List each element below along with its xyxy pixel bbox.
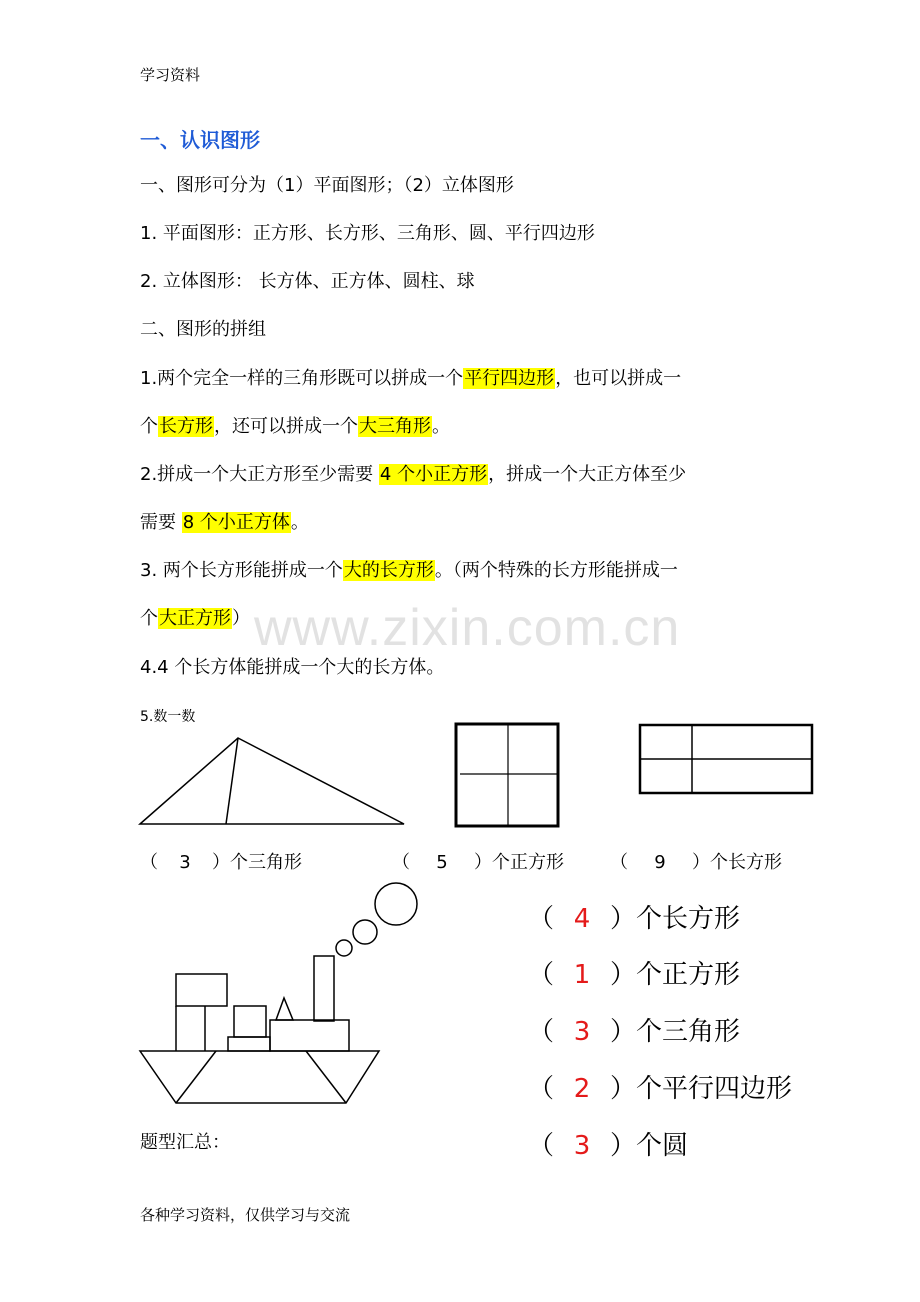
answer-number: 3: [573, 1131, 591, 1161]
answer-number: 3: [573, 1017, 591, 1047]
text-line: [140, 558, 678, 584]
smoke-circle-medium: [353, 920, 377, 944]
square-grid-figure: [454, 722, 562, 830]
hull-outline: [140, 1051, 379, 1103]
paren-open: （: [528, 960, 555, 990]
triangle-figure: [136, 734, 408, 830]
caption-text: ）个三角形: [212, 852, 302, 873]
text-span: ，还可以拼成一个: [214, 416, 358, 437]
text-line: [140, 366, 681, 392]
answer-number: 4: [573, 904, 591, 934]
text-span: 1.两个完全一样的三角形既可以拼成一个: [140, 368, 464, 389]
caption-number: 5: [436, 852, 448, 873]
hull-divider-left: [176, 1051, 216, 1103]
caption-number: 3: [179, 852, 191, 873]
text-span: 。: [432, 416, 450, 437]
text-span: 2.拼成一个大正方形至少需要: [140, 464, 374, 485]
answer-text: ）个圆: [610, 1131, 689, 1161]
small-square: [234, 1006, 266, 1037]
triangle-outline: [140, 738, 404, 824]
caption-text: ）个正方形: [474, 852, 564, 873]
paren-open: （: [528, 1017, 555, 1047]
text-line: 二、图形的拼组: [140, 319, 266, 340]
text-line: 一、图形可分为（1）平面图形；（2）立体图形: [140, 175, 514, 196]
highlight: 长方形: [159, 416, 213, 437]
answer-text: ）个平行四边形: [610, 1074, 793, 1104]
paren-open: （: [528, 1131, 555, 1161]
highlight: 平行四边形: [464, 368, 555, 389]
caption-triangles: [140, 848, 302, 874]
answer-text: ）个三角形: [610, 1017, 741, 1047]
highlight: 大三角形: [359, 416, 431, 437]
text-line: 4.4 个长方体能拼成一个大的长方体。: [140, 657, 445, 678]
paren-open: （: [610, 852, 628, 873]
chimney: [314, 956, 334, 1021]
watermark: www.zixin.com.cn: [254, 599, 681, 657]
summary-label: 题型汇总：: [140, 1132, 230, 1153]
square-outline: [456, 724, 558, 826]
hull-divider-right: [306, 1051, 346, 1103]
answer-text: ）个正方形: [610, 960, 741, 990]
text-line: [140, 414, 450, 440]
answer-number: 1: [573, 960, 591, 990]
highlight: 大的长方形: [343, 560, 434, 581]
text-line: 2. 立体图形： 长方体、正方体、圆柱、球: [140, 271, 475, 292]
paren-open: （: [528, 904, 555, 934]
answer-rectangles: [528, 898, 740, 935]
count-exercise-label: 5.数一数: [140, 709, 196, 725]
step-rect: [228, 1037, 270, 1051]
answer-text: ）个长方形: [610, 904, 741, 934]
highlight: 大正方形: [159, 608, 231, 629]
cabin-left-top: [176, 974, 227, 1006]
deck-rect: [270, 1020, 349, 1051]
caption-number: 9: [654, 852, 666, 873]
text-line: [140, 462, 686, 488]
page-header: 学习资料: [140, 66, 201, 84]
highlight: 4 个小正方形: [379, 464, 488, 485]
text-span: ）: [232, 608, 250, 629]
caption-rectangles: [610, 848, 782, 874]
highlight: 8 个小正方体: [182, 512, 290, 533]
smoke-circle-small: [336, 940, 352, 956]
answer-squares: [528, 954, 740, 991]
section-title: 一、认识图形: [140, 128, 260, 152]
paren-open: （: [392, 852, 410, 873]
triangle-divider: [226, 738, 238, 824]
text-span: 。: [290, 512, 309, 533]
text-line: 1. 平面图形：正方形、长方形、三角形、圆、平行四边形: [140, 223, 595, 244]
caption-squares: [392, 848, 564, 874]
text-span: ，也可以拼成一: [555, 368, 682, 389]
text-span: 个: [140, 608, 158, 629]
answer-parallelograms: [528, 1068, 792, 1105]
text-span: 。（两个特殊的长方形能拼成一: [434, 560, 678, 581]
paren-open: （: [528, 1074, 555, 1104]
answer-number: 2: [573, 1074, 591, 1104]
text-span: 3. 两个长方形能拼成一个: [140, 560, 343, 581]
smoke-circle-large: [375, 883, 417, 925]
paren-open: （: [140, 852, 158, 873]
text-span: ，拼成一个大正方体至少: [488, 464, 687, 485]
text-span: 个: [140, 416, 158, 437]
answer-circles: [528, 1125, 688, 1162]
boat-figure: [136, 878, 426, 1108]
text-line: [140, 510, 309, 536]
caption-text: ）个长方形: [692, 852, 782, 873]
small-triangle: [276, 998, 293, 1020]
text-span: 需要: [140, 512, 176, 533]
text-line: [140, 606, 250, 632]
rectangle-grid-figure: [638, 723, 814, 795]
page-footer: 各种学习资料，仅供学习与交流: [140, 1206, 351, 1224]
answer-triangles: [528, 1011, 740, 1048]
